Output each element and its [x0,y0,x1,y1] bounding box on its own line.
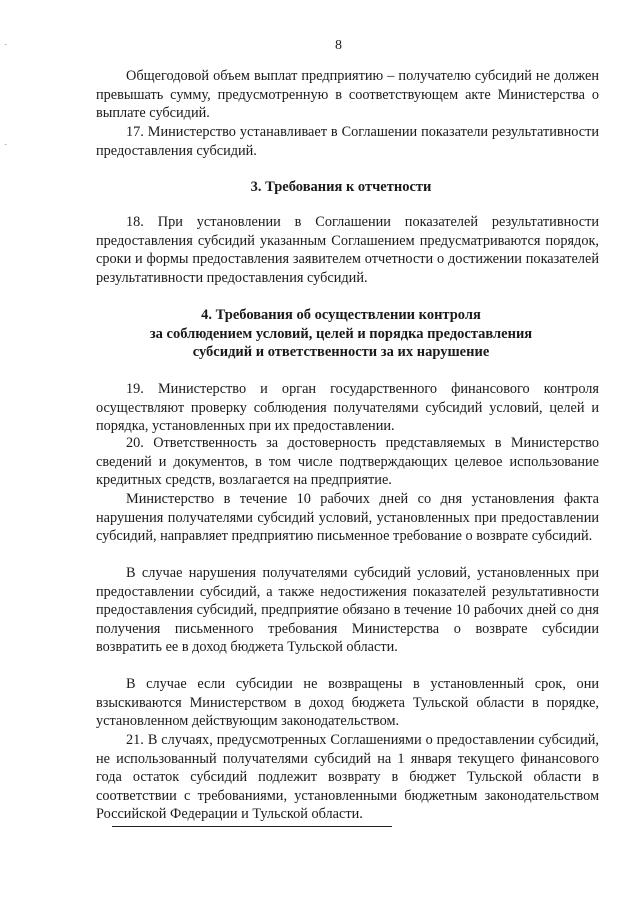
paragraph-17: 17. Министерство устанавливает в Соглашении показатели результативности предоставления субсидий. [96,124,599,159]
paragraph-refund-obligation: В случае нарушения получателями субсидий условий, установленных при предоставлении субсидий, а также недостижения показателей результативности предоставления субсидий, предприятие обязано в течение 10 рабочих дней со дня получения письменного требования Министерства о возврате субсидии возвратить ее в доход бюджета Тульской области. [96,565,599,656]
paragraph-18: 18. При установлении в Соглашении показателей результативности предоставления субсидий указанным Соглашением предусматриваются порядок, сроки и формы предоставления заявителем отчетности о достижении показателей результативности предоставления субсидий. [96,214,599,286]
section-heading-4-line1: 4. Требования об осуществлении контроля [201,307,481,323]
section-heading-3: 3. Требования к отчетности [250,179,432,195]
end-divider [112,826,392,827]
paragraph-21: 21. В случаях, предусмотренных Соглашениями о предоставлении субсидий, не использованный получателями субсидий на 1 января текущего финансового года остаток субсидий подлежит возврату в бюджет Тульской области в соответствии с требованиями, установленными бюджетным законодательством Российской Федерации и Тульской области. [96,732,599,823]
paragraph-20: 20. Ответственность за достоверность представляемых в Министерство сведений и документов, в том числе подтверждающих целевое использование кредитных средств, возлагается на предприятие. [96,435,599,489]
paragraph-annual-payment-limit: Общегодовой объем выплат предприятию – получателю субсидий не должен превышать сумму, предусмотренную в соответствующем акте Министерства о выплате субсидий. [96,68,599,122]
paragraph-19: 19. Министерство и орган государственного финансового контроля осуществляют проверку соблюдения получателями субсидий условий, целей и порядка, установленных при их предоставлении. [96,381,599,435]
section-heading-4-line2: за соблюдением условий, целей и порядка предоставления [149,325,533,342]
page-number: 8 [335,38,342,53]
paragraph-violation-notice: Министерство в течение 10 рабочих дней со дня установления факта нарушения получателями субсидий условий, установленных при предоставлении субсидий, направляет предприятию письменное требование о возврате субсидий. [96,491,599,545]
paragraph-recovery: В случае если субсидии не возвращены в установленный срок, они взыскиваются Министерством в доход бюджета Тульской области в порядке, установленном действующим законодательством. [96,676,599,730]
margin-mark: - [4,39,8,50]
section-heading-4-line3: субсидий и ответственности за их нарушение [192,344,490,361]
margin-mark: - [4,139,8,150]
section-heading-4 [96,306,586,362]
